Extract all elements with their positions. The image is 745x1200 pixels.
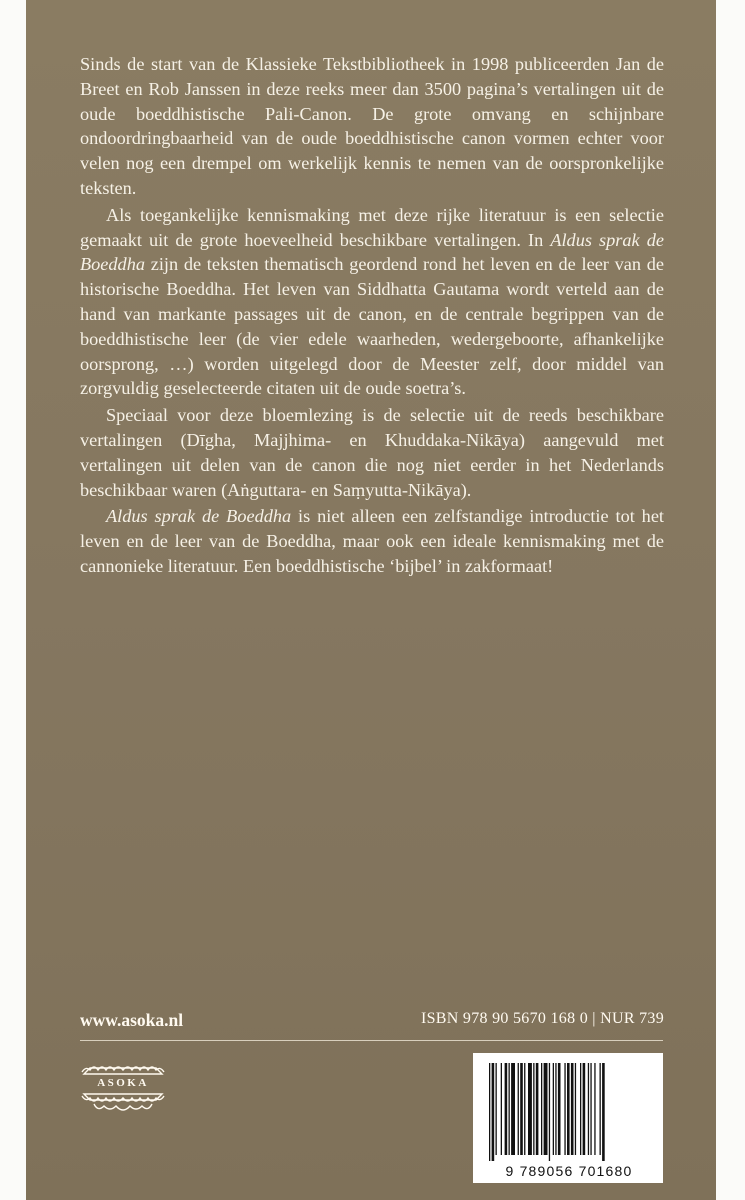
barcode-bar	[564, 1063, 565, 1155]
book-title-italic: Aldus sprak de Boeddha	[80, 229, 664, 275]
barcode-bar	[571, 1063, 574, 1155]
barcode-bars	[487, 1063, 649, 1161]
barcode-bar	[511, 1063, 515, 1155]
barcode-bar	[567, 1063, 570, 1155]
blurb-paragraph-2	[80, 203, 664, 401]
barcode-bar	[549, 1063, 550, 1161]
barcode-bar	[600, 1063, 601, 1155]
blurb-text	[80, 52, 664, 579]
barcode-bar	[520, 1063, 523, 1155]
isbn-nur-line: ISBN 978 90 5670 168 0 | NUR 739	[420, 1010, 664, 1027]
barcode-bar	[528, 1063, 532, 1155]
isbn-barcode	[473, 1053, 663, 1183]
barcode-bar	[501, 1063, 502, 1155]
barcode-bar	[509, 1063, 510, 1155]
barcode-bar	[580, 1063, 581, 1155]
footer-divider	[80, 1040, 663, 1041]
asoka-publisher-logo	[80, 1060, 166, 1116]
publisher-website: www.asoka.nl	[80, 1010, 184, 1030]
barcode-bar	[602, 1063, 605, 1161]
barcode-bar	[536, 1063, 539, 1155]
barcode-bar	[518, 1063, 519, 1155]
blurb-paragraph-3: Speciaal voor deze bloemlezing is de selectie uit de reeds beschikbare vertalingen (Dīgha, Majjhima- en Khuddaka-Nikāya) aangevuld met vertalingen uit delen van de canon die nog niet eerder in het Nederlands beschikbaar waren (Aṅguttara- en Saṃyutta-Nikāya).	[80, 405, 664, 500]
barcode-bar	[489, 1063, 490, 1161]
barcode-bar	[544, 1063, 548, 1155]
barcode-digits: 9 789056 701680	[505, 1163, 633, 1179]
barcode-bar	[505, 1063, 508, 1155]
barcode-bar	[588, 1063, 589, 1155]
blurb-paragraph-1: Sinds de start van de Klassieke Tekstbibliotheek in 1998 publiceerden Jan de Breet en Rob Janssen in deze reeks meer dan 3500 pagina’s vertalingen uit de oude boeddhistische Pali-Canon. De grote omvang en schijnbare ondoordringbaarheid van de oude boeddhistische canon vormen echter voor velen nog een drempel om werkelijk kennis te nemen van de oorspronkelijke teksten.	[80, 54, 664, 198]
blurb-paragraph-2-text-b: zijn de teksten thematisch geordend rond het leven en de leer van de historische Boeddha. Het leven van Siddhatta Gautama wordt verteld aan de hand van markante passages uit de canon, en de centrale begrippen van de boeddhistische leer (de vier edele waarheden, wedergeboorte, afhankelijke oorsprong, …) worden uitgelegd door de Meester zelf, door middel van zorgvuldig geselecteerde citaten uit de oude soetra’s.	[80, 254, 664, 399]
barcode-bar	[594, 1063, 595, 1155]
barcode-bar	[553, 1063, 554, 1155]
barcode-bar	[590, 1063, 591, 1155]
blurb-paragraph-4-text: is niet alleen een zelfstandige introductie tot het leven en de leer van de Boeddha, maar ook een ideale kennismaking met de cannonieke literatuur. Een boeddhistische ‘bijbel’ in zakformaat!	[80, 506, 665, 576]
book-title-italic: Aldus sprak de Boeddha	[106, 506, 292, 527]
barcode-bar	[492, 1063, 495, 1161]
barcode-bar	[541, 1063, 542, 1155]
barcode-bar	[575, 1063, 576, 1155]
book-back-cover	[26, 0, 716, 1200]
barcode-bar	[533, 1063, 534, 1155]
barcode-bar	[496, 1063, 497, 1155]
blurb-paragraph-4	[80, 504, 664, 578]
barcode-bar	[524, 1063, 525, 1155]
blurb-paragraph-2-text-a: Als toegankelijke kennismaking met deze rijke literatuur is een selectie gemaakt uit de grote hoeveelheid beschikbare vertalingen. In	[80, 204, 664, 250]
barcode-bar	[583, 1063, 586, 1155]
barcode-bar	[555, 1063, 556, 1155]
barcode-bar	[558, 1063, 561, 1155]
asoka-logo-text: ASOKA	[97, 1077, 149, 1089]
